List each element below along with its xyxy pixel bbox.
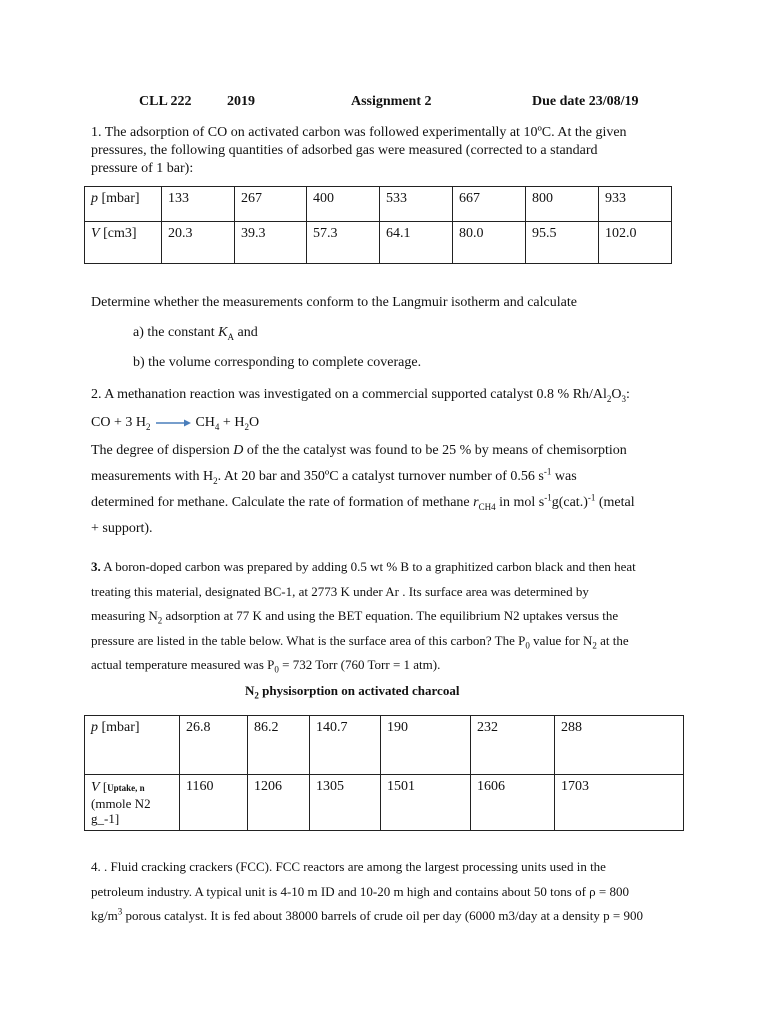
q3-line: 3. A boron-doped carbon was prepared by adding 0.5 wt % B to a graphitized carbon black and then heat (91, 559, 636, 574)
q4-line: 4. . Fluid cracking crackers (FCC). FCC reactors are among the largest processing units used in the (91, 859, 606, 874)
table-cell: 64.1 (380, 222, 453, 264)
table-cell: 267 (235, 187, 307, 222)
assignment-title: Assignment 2 (351, 94, 432, 109)
q1-data-table (84, 186, 672, 264)
q1-determine: Determine whether the measurements conform to the Langmuir isotherm and calculate (91, 295, 577, 310)
q1-part-a: a) the constant $K_A$ and (133, 325, 258, 342)
table-cell: 1501 (381, 775, 471, 831)
reaction-arrow-icon (154, 418, 192, 428)
uptake-label-line: (mmole N2 (91, 796, 151, 811)
table-cell: 933 (599, 187, 672, 222)
table-cell: 533 (380, 187, 453, 222)
q1-line: pressures, the following quantities of adsorbed gas were measured (corrected to a standard (91, 143, 598, 158)
table-cell: 1606 (471, 775, 555, 831)
row-label-uptake (85, 775, 180, 831)
q3-line: measuring $N_2$ adsorption at 77 K and using the BET equation. The equilibrium N2 uptakes versus the (91, 608, 619, 626)
q2-line: + support). (91, 521, 153, 536)
q1-text (91, 124, 627, 178)
due-date: Due date 23/08/19 (532, 94, 639, 109)
table-cell: 140.7 (310, 716, 381, 775)
uptake-label-line: g_-1] (91, 811, 120, 826)
table-cell: 39.3 (235, 222, 307, 264)
q3-line: pressure are listed in the table below. What is the surface area of this carbon? The $P_0$ value for $N_2$ at the (91, 632, 629, 651)
table-cell: 667 (453, 187, 526, 222)
q3-line: treating this material, designated BC-1, at 2773 K under Ar . Its surface area was determined by (91, 583, 589, 599)
q2-body (91, 438, 635, 542)
table-cell: 1305 (310, 775, 381, 831)
q3-body (91, 555, 636, 678)
table-cell: 80.0 (453, 222, 526, 264)
table-cell: 20.3 (162, 222, 235, 264)
q3-table-title: $N_2$ physisorption on activated charcoal (245, 683, 460, 701)
q1-line: 1. The adsorption of CO on activated carbon was followed experimentally at 10ºC. At the given (91, 125, 627, 140)
q4-body (91, 855, 643, 929)
uptake-label-line: V [Uptake, n (91, 779, 145, 795)
q2-line: The degree of dispersion D of the the catalyst was found to be 25 % by means of chemisorption (91, 443, 627, 458)
table-cell: 232 (471, 716, 555, 775)
table-row (85, 187, 672, 222)
table-row (85, 716, 684, 775)
table-cell: 190 (381, 716, 471, 775)
q1-line: pressure of 1 bar): (91, 161, 194, 176)
row-label-pressure: p [mbar] (85, 187, 162, 222)
q2-line: determined for methane. Calculate the rate of formation of methane $r_{CH4}$ in mol $s^{-1}g(cat.)^{-1}$ (metal (91, 492, 635, 512)
header-year: 2019 (227, 94, 255, 109)
q4-line: $kg/m^3$ porous catalyst. It is fed about 38000 barrels of crude oil per day (6000 m3/day at a density p = 900 (91, 906, 643, 923)
row-label-volume: V [cm3] (85, 222, 162, 264)
row-label-pressure: p [mbar] (85, 716, 180, 775)
table-cell: 1206 (248, 775, 310, 831)
table-cell: 800 (526, 187, 599, 222)
table-cell: 1160 (180, 775, 248, 831)
q2-reaction-equation: CO + 3 $H_2$ $CH_4 + H_2O$ (91, 415, 260, 432)
q2-intro: 2. A methanation reaction was investigated on a commercial supported catalyst 0.8 % $Rh/Al_2O_3$: (91, 387, 630, 404)
table-cell: 102.0 (599, 222, 672, 264)
table-cell: 400 (307, 187, 380, 222)
q2-line: measurements with $H_2$. At 20 bar and 350ºC a catalyst turnover number of 0.56 $s^{-1}$ was (91, 466, 577, 486)
q3-data-table (84, 715, 684, 831)
table-cell: 86.2 (248, 716, 310, 775)
q4-line: petroleum industry. A typical unit is 4-10 m ID and 10-20 m high and contains about 50 tons of ρ = 800 (91, 883, 629, 899)
table-row (85, 222, 672, 264)
table-row (85, 775, 684, 831)
q1-part-b: b) the volume corresponding to complete coverage. (133, 355, 422, 370)
q3-line: actual temperature measured was $P_0 = 732$ Torr (760 Torr = 1 atm). (91, 657, 441, 675)
table-cell: 288 (555, 716, 684, 775)
table-cell: 26.8 (180, 716, 248, 775)
table-cell: 133 (162, 187, 235, 222)
table-cell: 57.3 (307, 222, 380, 264)
table-cell: 1703 (555, 775, 684, 831)
table-cell: 95.5 (526, 222, 599, 264)
course-code: CLL 222 (139, 94, 192, 109)
